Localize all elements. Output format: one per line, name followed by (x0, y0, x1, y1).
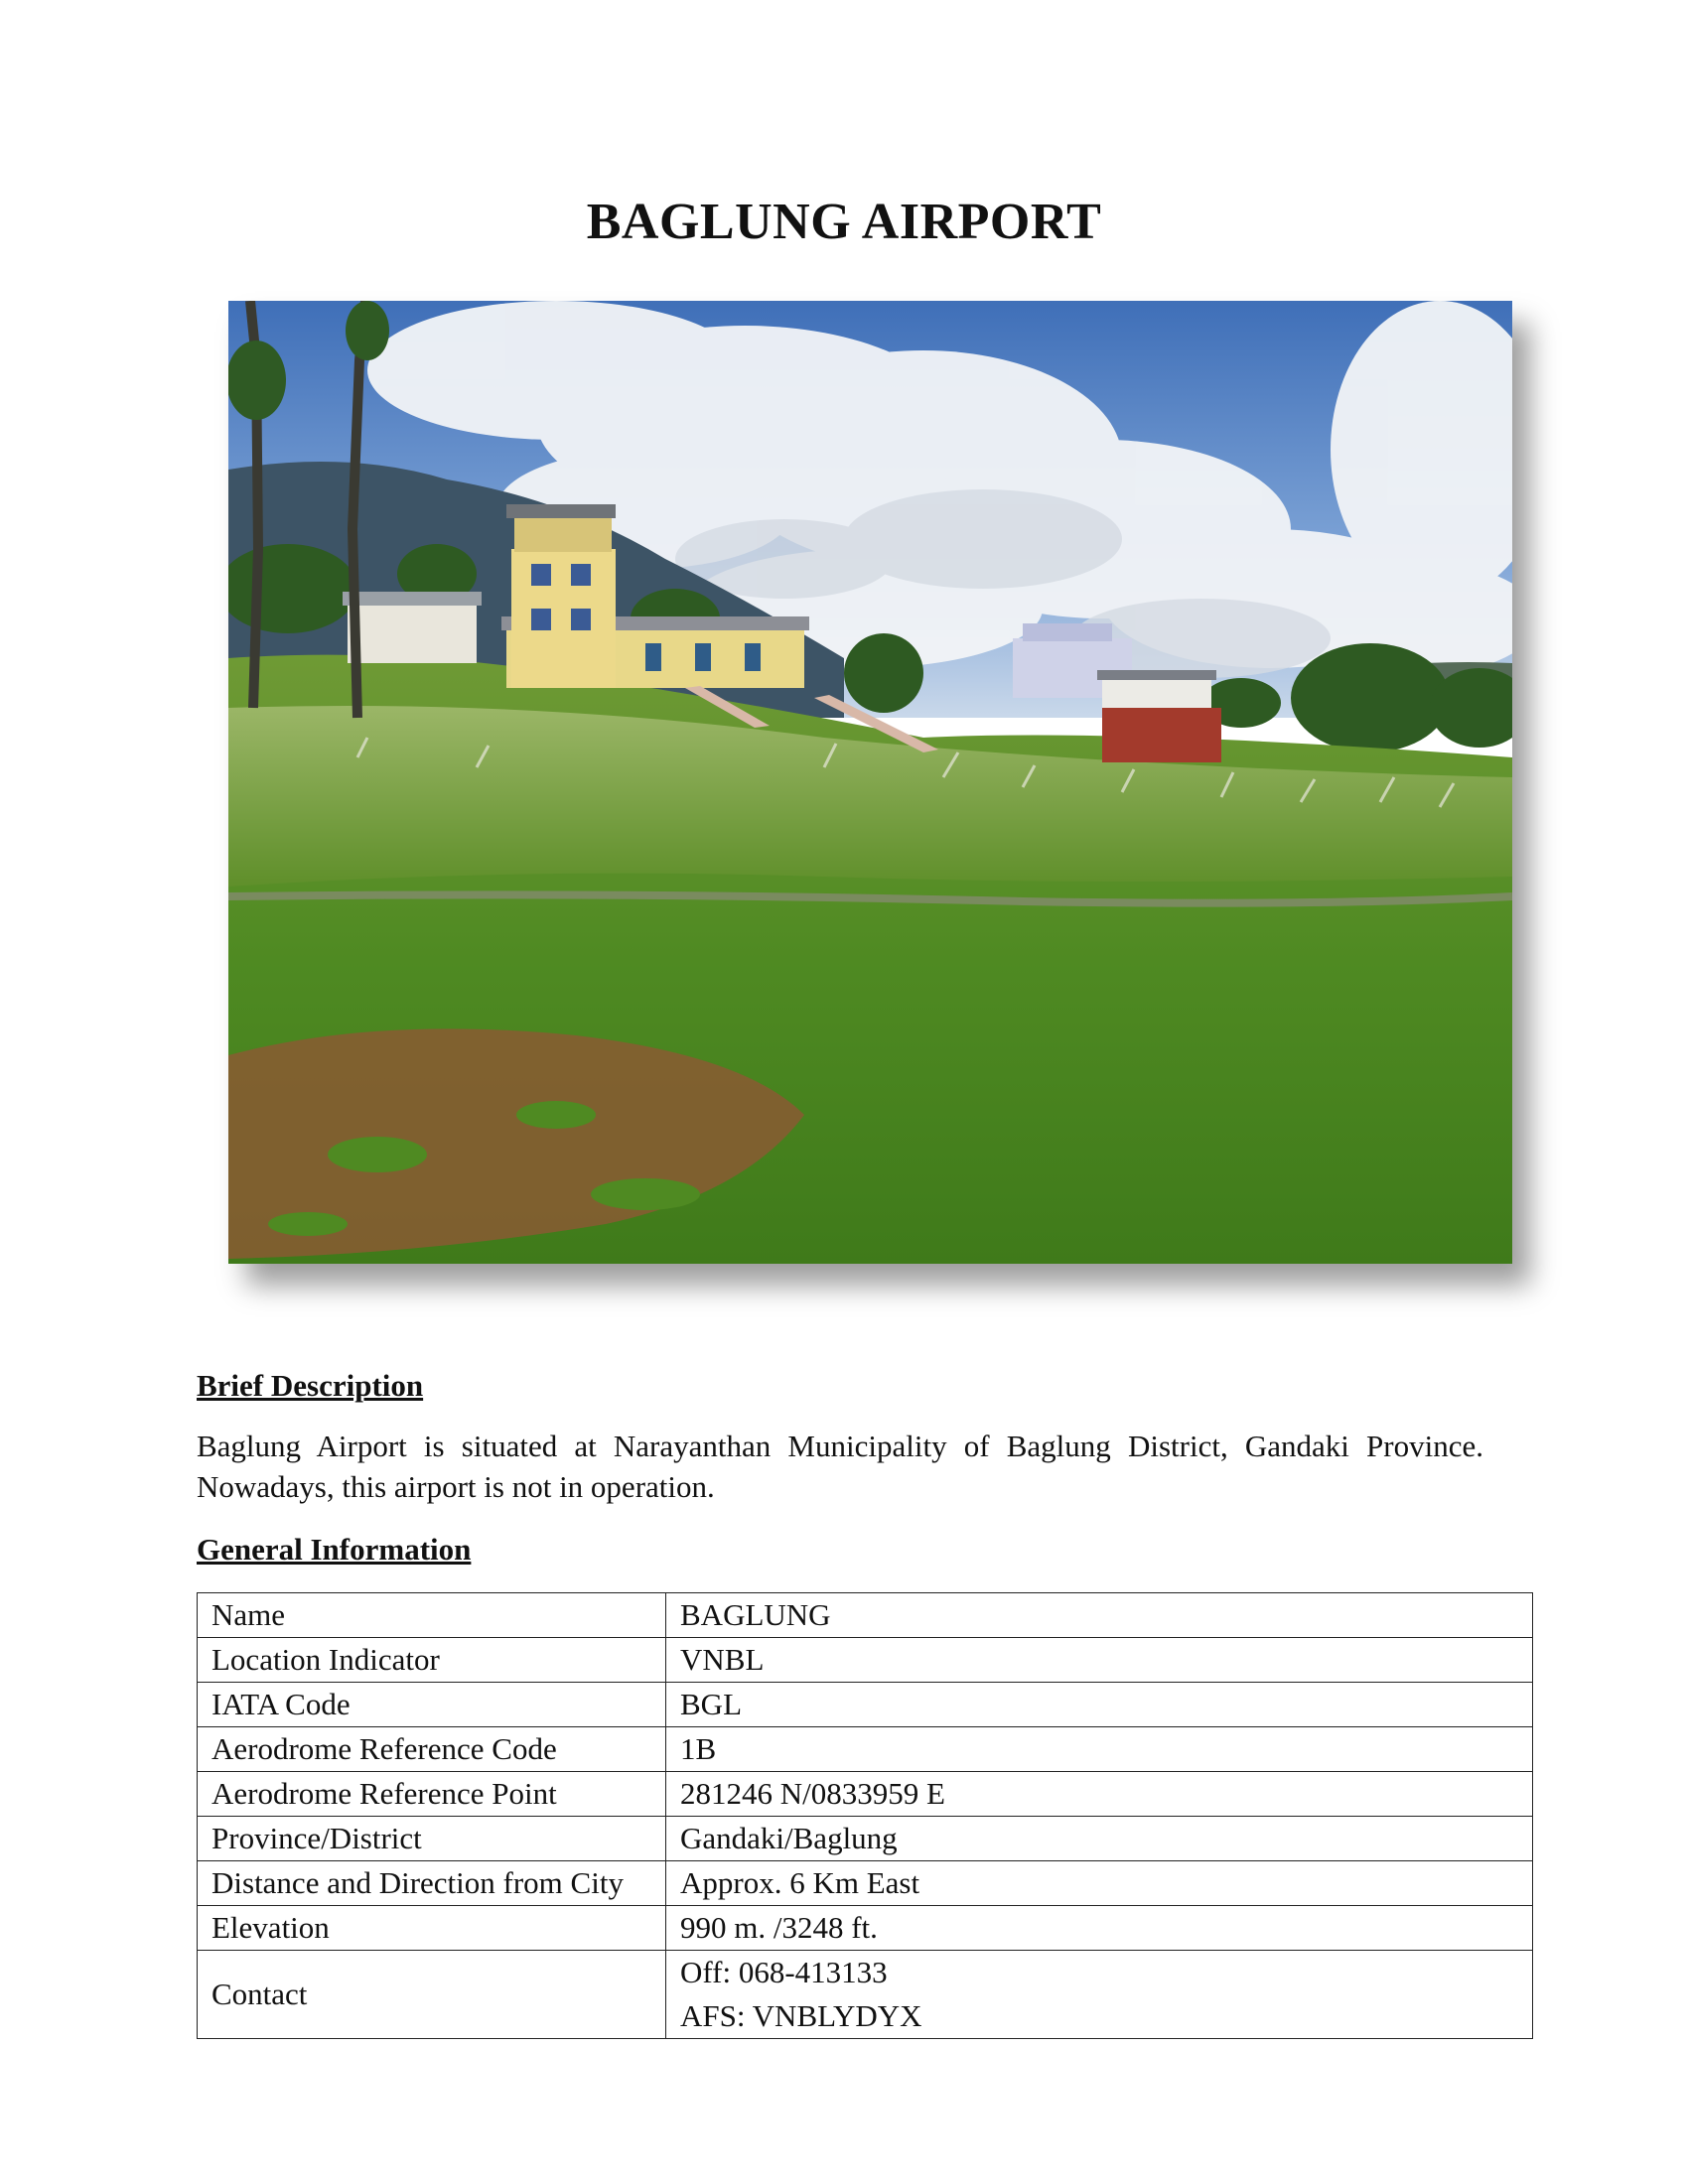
row-label-name: Name (198, 1593, 666, 1638)
airport-photo-illustration (228, 301, 1512, 1264)
table-row (198, 1861, 1533, 1906)
row-value-distance-direction: Approx. 6 Km East (666, 1861, 1533, 1906)
row-value-name: BAGLUNG (666, 1593, 1533, 1638)
contact-office-phone: Off: 068-413133 (680, 1955, 888, 1989)
row-value-reference-code: 1B (666, 1727, 1533, 1772)
row-value-reference-point: 281246 N/0833959 E (666, 1772, 1533, 1817)
table-row (198, 1727, 1533, 1772)
row-value-province-district: Gandaki/Baglung (666, 1817, 1533, 1861)
brief-description-text: Baglung Airport is situated at Narayanthan Municipality of Baglung District, Gandaki Province. Nowadays, this airport is not in operation. (197, 1429, 1483, 1504)
row-value-elevation: 990 m. /3248 ft. (666, 1906, 1533, 1951)
row-label-elevation: Elevation (198, 1906, 666, 1951)
table-row (198, 1683, 1533, 1727)
row-label-contact: Contact (198, 1951, 666, 2039)
row-value-iata-code: BGL (666, 1683, 1533, 1727)
row-label-location-indicator: Location Indicator (198, 1638, 666, 1683)
row-value-contact (666, 1951, 1533, 2039)
contact-afs-address: AFS: VNBLYDYX (680, 1998, 922, 2033)
table-row (198, 1772, 1533, 1817)
brief-description-heading: Brief Description (197, 1368, 424, 1403)
table-row (198, 1951, 1533, 2039)
airport-photo (228, 301, 1512, 1264)
general-information-heading: General Information (197, 1532, 472, 1567)
general-information-table (197, 1592, 1533, 2039)
row-label-province-district: Province/District (198, 1817, 666, 1861)
table-row (198, 1638, 1533, 1683)
row-label-iata-code: IATA Code (198, 1683, 666, 1727)
row-label-distance-direction: Distance and Direction from City (198, 1861, 666, 1906)
row-value-location-indicator: VNBL (666, 1638, 1533, 1683)
table-row (198, 1817, 1533, 1861)
table-row (198, 1593, 1533, 1638)
table-row (198, 1906, 1533, 1951)
row-label-reference-point: Aerodrome Reference Point (198, 1772, 666, 1817)
page-title: BAGLUNG AIRPORT (586, 194, 1102, 250)
row-label-reference-code: Aerodrome Reference Code (198, 1727, 666, 1772)
